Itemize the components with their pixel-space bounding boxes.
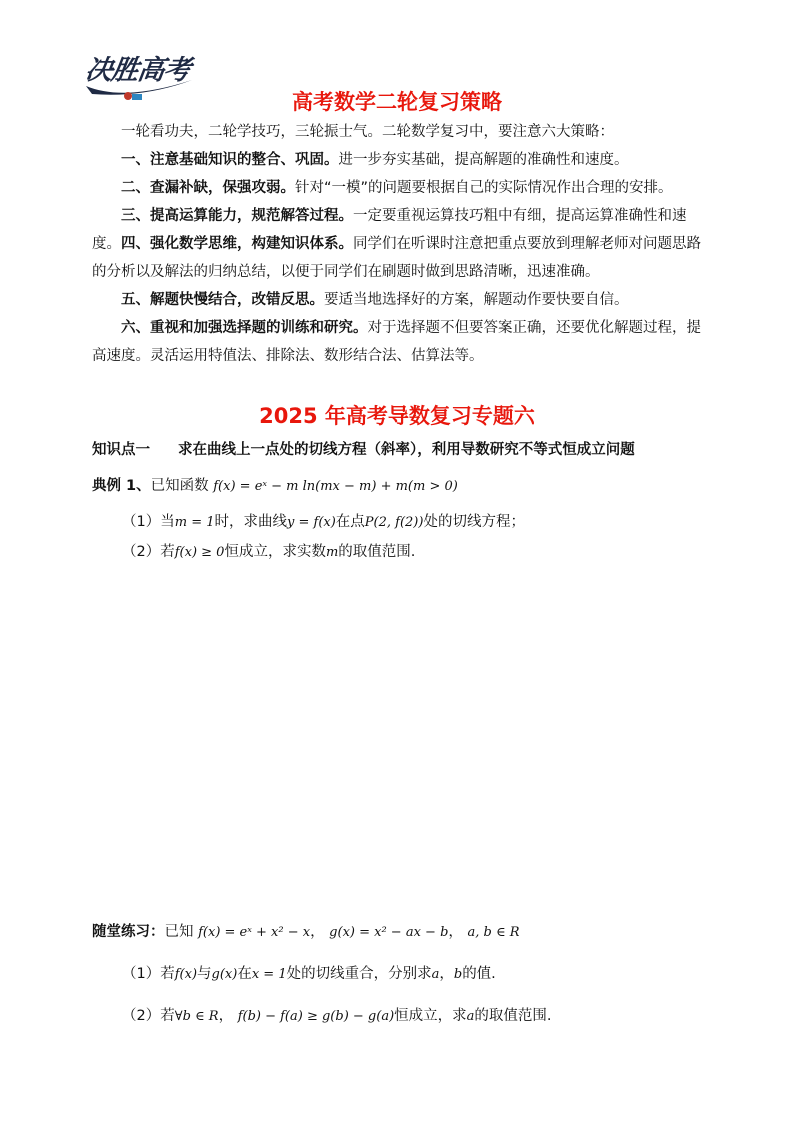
q-math: y = f(x) bbox=[287, 515, 336, 530]
q-math: m bbox=[325, 545, 339, 560]
logo-text: 决胜高考 bbox=[83, 55, 192, 86]
q-text: 的取值范围. bbox=[474, 1008, 552, 1024]
strategy-1 bbox=[92, 146, 712, 174]
q-text: （1）当 bbox=[122, 514, 175, 530]
q-math: x = 1 bbox=[251, 967, 287, 982]
practice-label: 随堂练习： bbox=[92, 924, 165, 940]
strategy-5 bbox=[92, 286, 712, 314]
strategy-body: 要适当地选择好的方案，解题动作要快要自信。 bbox=[324, 292, 629, 308]
q-text: 恒成立，求实数 bbox=[224, 544, 326, 560]
knowledge-point-label: 知识点一 bbox=[92, 442, 150, 458]
example-1-question-1 bbox=[122, 510, 525, 531]
example-label: 典例 1、 bbox=[92, 478, 151, 494]
q-text: （2）若 bbox=[122, 1008, 175, 1024]
strategy-body: 对于选择题不但要答案正确，还要优化解题过程，提高速度。灵活运用特值法、排除法、数形结合法、估算法等。 bbox=[92, 320, 701, 364]
q-text: 与 bbox=[197, 966, 212, 982]
strategy-head: 一、注意基础知识的整合、巩固。 bbox=[121, 152, 339, 168]
q-text: 在点 bbox=[335, 514, 365, 530]
practice-prefix: 已知 bbox=[164, 924, 194, 940]
q-text: 时，求曲线 bbox=[214, 514, 287, 530]
q-math: f(x) bbox=[174, 967, 198, 982]
q-text: 的取值范围. bbox=[338, 544, 416, 560]
example-1-question-2 bbox=[122, 540, 415, 561]
strategy-6 bbox=[92, 314, 712, 370]
practice-g: g(x) = x² − ax − b bbox=[329, 925, 449, 940]
strategy-head: 六、重视和加强选择题的训练和研究。 bbox=[121, 320, 368, 336]
strategy-body: 针对“一模”的问题要根据自己的实际情况作出合理的安排。 bbox=[295, 180, 673, 196]
q-math: g(x) bbox=[211, 967, 238, 982]
example-formula: f(x) = eˣ − m ln(mx − m) + m(m > 0) bbox=[213, 479, 458, 494]
page-title: 高考数学二轮复习策略 bbox=[292, 90, 502, 114]
q-math: b bbox=[453, 967, 463, 982]
practice-question-1: （1）若f(x)与g(x)在x = 1处的切线重合，分别求a，b的值. bbox=[122, 966, 496, 982]
q-math: f(b) − f(a) ≥ g(b) − g(a) bbox=[237, 1009, 395, 1024]
intro-text: 一轮看功夫，二轮学技巧，三轮振士气。二轮数学复习中，要注意六大策略： bbox=[121, 124, 614, 140]
q-math: a bbox=[466, 1009, 475, 1024]
q-text: 在 bbox=[237, 966, 252, 982]
q-math: m = 1 bbox=[174, 515, 215, 530]
practice-ab: a, b ∈ R bbox=[467, 925, 520, 940]
q-text: （1）若 bbox=[122, 966, 175, 982]
strategy-head: 四、强化数学思维，构建知识体系。 bbox=[121, 236, 353, 252]
example-1-stem bbox=[92, 474, 458, 495]
practice-stem: 随堂练习：已知 f(x) = eˣ + x² − x， g(x) = x² − ax − b， a, b ∈ R bbox=[92, 924, 520, 940]
strategy-head: 三、提高运算能力，规范解答过程。 bbox=[121, 208, 353, 224]
q-text: 的值. bbox=[462, 966, 496, 982]
q-math: f(x) ≥ 0 bbox=[174, 545, 225, 560]
q-text: 恒成立，求 bbox=[394, 1008, 467, 1024]
q-math: a bbox=[431, 967, 440, 982]
practice-f: f(x) = eˣ + x² − x bbox=[198, 925, 311, 940]
q-text: 处的切线重合，分别求 bbox=[286, 966, 432, 982]
q-math: ∀b ∈ R bbox=[174, 1009, 219, 1024]
strategy-body: 进一步夯实基础，提高解题的准确性和速度。 bbox=[338, 152, 629, 168]
q-math: P(2, f(2)) bbox=[364, 515, 424, 530]
strategy-head: 五、解题快慢结合，改错反思。 bbox=[121, 292, 324, 308]
strategy-body: 一定要重视运算技巧粗中有细，提高运算准确性和速度。 bbox=[92, 208, 687, 252]
knowledge-point-text: 求在曲线上一点处的切线方程（斜率），利用导数研究不等式恒成立问题 bbox=[178, 442, 635, 458]
strategy-2 bbox=[92, 174, 712, 202]
q-text: （2）若 bbox=[122, 544, 175, 560]
example-prefix: 已知函数 bbox=[150, 478, 209, 494]
strategy-4 bbox=[92, 230, 712, 286]
knowledge-point bbox=[92, 438, 635, 459]
strategy-head: 二、查漏补缺，保强攻弱。 bbox=[121, 180, 295, 196]
practice-question-2: （2）若∀b ∈ R， f(b) − f(a) ≥ g(b) − g(a)恒成立，求a的取值范围. bbox=[122, 1008, 552, 1024]
section-title: 2025 年高考导数复习专题六 bbox=[259, 404, 535, 428]
q-text: 处的切线方程； bbox=[423, 514, 525, 530]
strategy-body: 同学们在听课时注意把重点要放到理解老师对问题思路的分析以及解法的归纳总结，以便于同学们在刷题时做到思路清晰，迅速准确。 bbox=[92, 236, 701, 280]
